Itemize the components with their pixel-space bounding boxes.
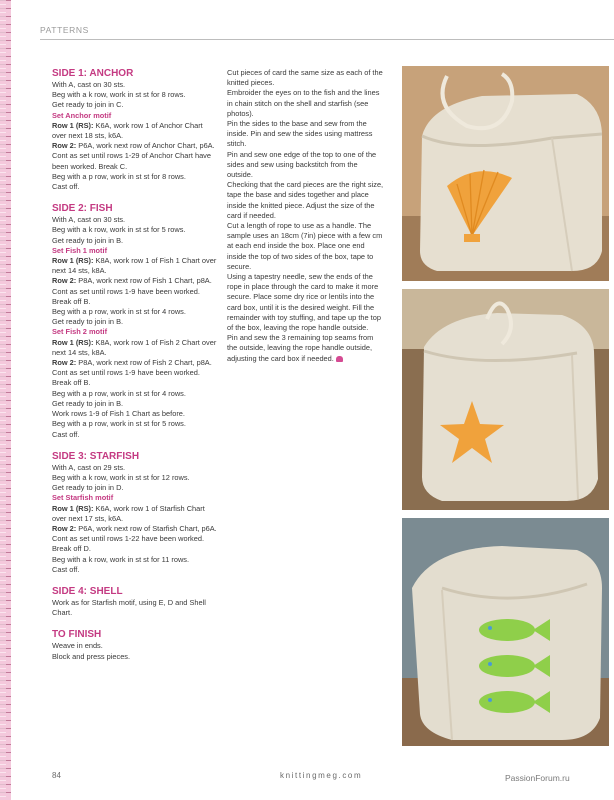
text-line: Beg with a p row, work in st st for 5 rows. [52, 419, 186, 429]
text-line: Beg with a k row, work in st st for 8 rows. [52, 90, 186, 100]
row-label: Row 1 (RS): [52, 503, 94, 513]
fish1-motif-subheading: Set Fish 1 motif [52, 245, 108, 255]
fish-motifs [479, 619, 550, 713]
final-paragraph-text: Pin and sew the 3 remaining top seams from the outside, leaving the rope handle outside, adjusting the card box if needed. [227, 333, 374, 363]
text-line: Get ready to join in B. [52, 317, 124, 327]
page-number: 84 [52, 771, 61, 780]
text-paragraph: Checking that the card pieces are the right size, tape the base and sides together and place inside the knitted piece. Adjust the size of the card if needed. [227, 180, 384, 220]
text-line: Weave in ends. [52, 641, 103, 651]
side2-heading: SIDE 2: FISH [52, 203, 113, 215]
text-line: Cont as set until rows 1-22 have been worked. Break off D. [52, 534, 205, 554]
starfish-cube-illustration [402, 289, 609, 510]
instruction-row [52, 256, 218, 276]
row-label: Row 2: [52, 276, 77, 286]
row-text: K8A, work row 1 of Fish 2 Chart over next 14 sts, k8A. [52, 337, 217, 357]
text-line: Cont as set until rows 1-29 of Anchor Chart have been worked. Break C. [52, 151, 211, 171]
text-line: Cast off. [52, 564, 80, 574]
text-line: Beg with a p row, work in st st for 4 rows. [52, 307, 186, 317]
row-label: Row 1 (RS): [52, 120, 94, 130]
instruction-row [52, 121, 218, 141]
instruction-row [52, 141, 218, 151]
instruction-row [52, 276, 218, 286]
text-line: Cont as set until rows 1-9 have been worked. Break off B. [52, 368, 200, 388]
text-line: Block and press pieces. [52, 651, 131, 661]
row-label: Row 1 (RS): [52, 256, 94, 266]
text-line: Cast off. [52, 182, 80, 192]
website-url: knittingmeg.com [280, 771, 363, 780]
section-label: PATTERNS [40, 25, 89, 35]
text-line: Beg with a k row, work in st st for 5 rows. [52, 225, 186, 235]
row-label: Row 2: [52, 523, 77, 533]
text-line: Work as for Starfish motif, using E, D and Shell Chart. [52, 597, 206, 618]
row-text: P6A, work next row of Anchor Chart, p6A. [76, 141, 215, 151]
instruction-row [52, 358, 218, 368]
row-text: K6A, work row 1 of Anchor Chart over next 18 sts, k6A. [52, 120, 203, 141]
text-line: With A, cast on 30 sts. [52, 80, 126, 89]
watermark: PassionForum.ru [505, 773, 570, 783]
text-line: With A, cast on 29 sts. [52, 462, 126, 472]
tape-measure-strip [0, 0, 11, 800]
text-paragraph: Using a tapestry needle, sew the ends of the rope in place through the card to make it more secure. Place some dry rice or lentils into the card box, until it is the desired weight. Fill the remainder with toy stuffing, and tape up the top of the box, leaving the rope handle outside. [227, 272, 381, 333]
text-line: Get ready to join in B. [52, 398, 124, 408]
text-line: With A, cast on 30 sts. [52, 215, 126, 225]
side3-heading: SIDE 3: STARFISH [52, 450, 140, 462]
instruction-row [52, 524, 218, 534]
text-paragraph: Cut pieces of card the same size as each of the knitted pieces. [227, 68, 383, 88]
instruction-row [52, 338, 218, 358]
side1-heading: SIDE 1: ANCHOR [52, 68, 134, 79]
text-line: Get ready to join in B. [52, 235, 124, 245]
shell-cube-illustration [402, 66, 609, 281]
heart-end-icon [336, 356, 343, 362]
text-line: Get ready to join in C. [52, 100, 124, 110]
pattern-column-left [52, 68, 218, 662]
text-paragraph [227, 333, 385, 364]
row-label: Row 2: [52, 358, 77, 368]
header-divider [40, 39, 614, 40]
fish-cube-illustration [402, 518, 609, 746]
row-text: P8A, work next row of Fish 2 Chart, p8A. [76, 358, 212, 368]
text-line: Cont as set until rows 1-9 have been worked. Break off B. [52, 286, 200, 306]
text-line: Beg with a p row, work in st st for 4 rows. [52, 388, 186, 398]
text-line: Beg with a k row, work in st st for 11 rows. [52, 554, 190, 564]
text-line: Cast off. [52, 429, 80, 439]
text-line: Get ready to join in D. [52, 483, 124, 493]
text-paragraph: Cut a length of rope to use as a handle. The sample uses an 18cm (7in) piece with a few cm at each end inside the box. Place one end inside the top of two sides of the box, tape to secure. [227, 221, 383, 271]
row-label: Row 2: [52, 141, 77, 151]
photo-fish-cube [402, 518, 609, 746]
fish2-motif-subheading: Set Fish 2 motif [52, 327, 108, 337]
text-paragraph: Pin the sides to the base and sew from the inside. Pin and sew the sides using mattress stitch. [227, 119, 373, 149]
text-line: Beg with a p row, work in st st for 8 rows. [52, 171, 186, 181]
text-paragraph: Embroider the eyes on to the fish and the lines in chain stitch on the shell and starfish (see photos). [227, 88, 380, 118]
finish-heading: TO FINISH [52, 629, 102, 641]
text-line: Beg with a k row, work in st st for 12 rows. [52, 472, 190, 482]
row-text: P8A, work next row of Fish 1 Chart, p8A. [76, 276, 212, 286]
text-line: Work rows 1-9 of Fish 1 Chart as before. [52, 409, 185, 419]
row-text: K8A, work row 1 of Fish 1 Chart over next 14 sts, k8A. [52, 256, 217, 276]
row-label: Row 1 (RS): [52, 337, 94, 347]
starfish-motif-subheading: Set Starfish motif [52, 493, 114, 503]
photo-starfish-cube [402, 289, 609, 510]
row-text: P6A, work next row of Starfish Chart, p6A. [76, 523, 217, 533]
row-text: K6A, work row 1 of Starfish Chart over next 17 sts, k6A. [52, 503, 205, 523]
instruction-row [52, 504, 218, 524]
photo-shell-cube [402, 66, 609, 281]
pattern-column-right [227, 68, 385, 364]
anchor-motif-subheading: Set Anchor motif [52, 110, 112, 120]
side4-heading: SIDE 4: SHELL [52, 585, 123, 597]
text-paragraph: Pin and sew one edge of the top to one of the sides and sew using backstitch from the outside. [227, 149, 377, 180]
